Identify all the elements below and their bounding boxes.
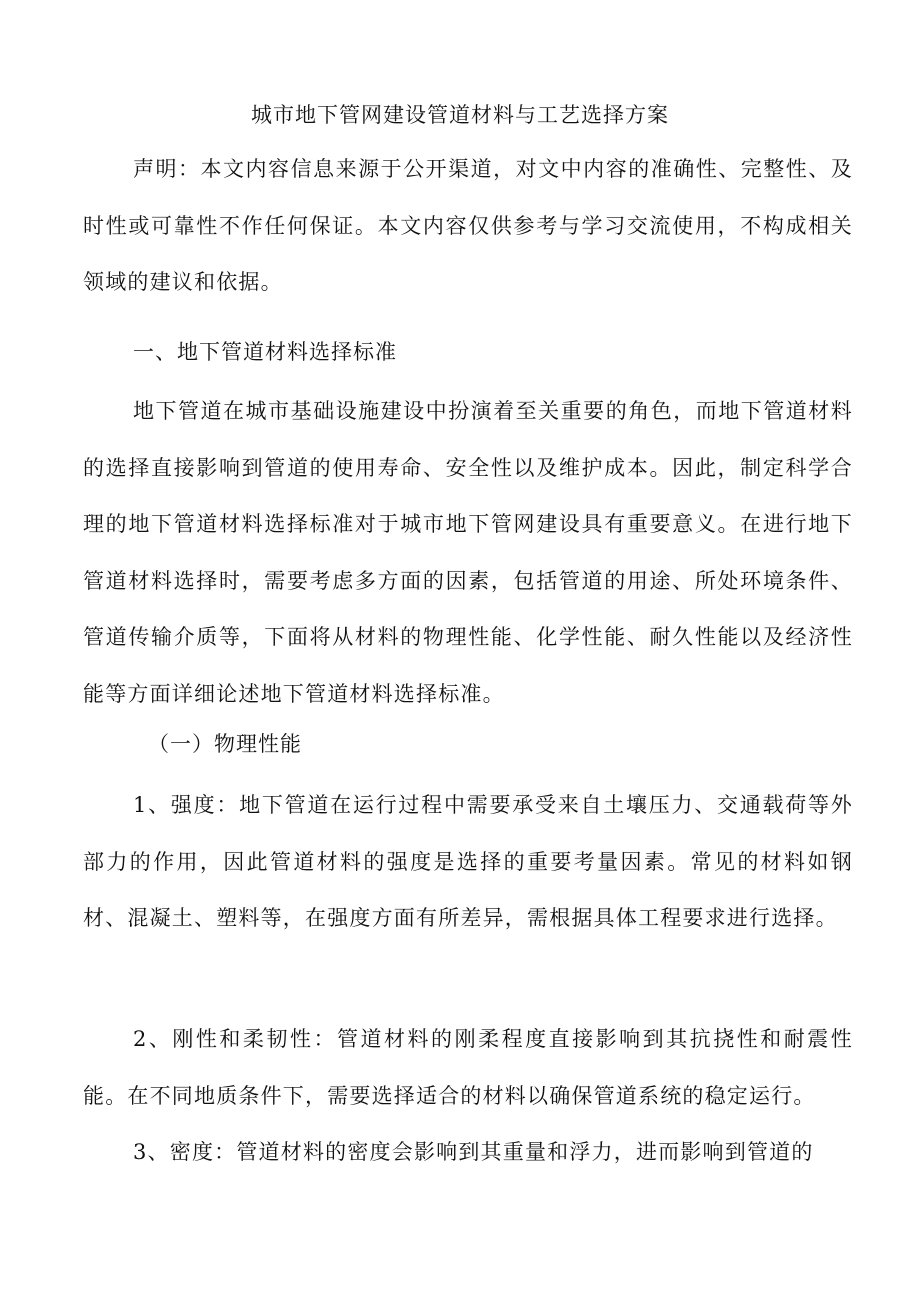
document-title: 城市地下管网建设管道材料与工艺选择方案: [251, 103, 669, 127]
section-intro-paragraph: 地下管道在城市基础设施建设中扮演着至关重要的角色，而地下管道材料的选择直接影响到管道的使用寿命、安全性以及维护成本。因此，制定科学合理的地下管道材料选择标准对于城市地下管网建设具有重要意义。在进行地下管道材料选择时，需要考虑多方面的因素，包括管道的用途、所处环境条件、管道传输介质等，下面将从材料的物理性能、化学性能、耐久性能以及经济性能等方面详细论述地下管道材料选择标准。: [83, 399, 853, 706]
subsection-heading: （一）物理性能: [148, 732, 302, 756]
list-item-rigidity: 2、刚性和柔韧性：管道材料的刚柔程度直接影响到其抗挠性和耐震性能。在不同地质条件下，需要选择适合的材料以确保管道系统的稳定运行。: [83, 1027, 853, 1108]
section-heading: 一、地下管道材料选择标准: [133, 340, 397, 364]
list-item-density: 3、密度：管道材料的密度会影响到其重量和浮力，进而影响到管道的: [133, 1140, 814, 1164]
list-item-strength: 1、强度：地下管道在运行过程中需要承受来自土壤压力、交通载荷等外部力的作用，因此管道材料的强度是选择的重要考量因素。常见的材料如钢材、混凝土、塑料等，在强度方面有所差异，需根据具体工程要求进行选择。: [83, 793, 853, 930]
disclaimer-statement: 声明：本文内容信息来源于公开渠道，对文中内容的准确性、完整性、及时性或可靠性不作任何保证。本文内容仅供参考与学习交流使用，不构成相关领域的建议和依据。: [83, 157, 853, 294]
